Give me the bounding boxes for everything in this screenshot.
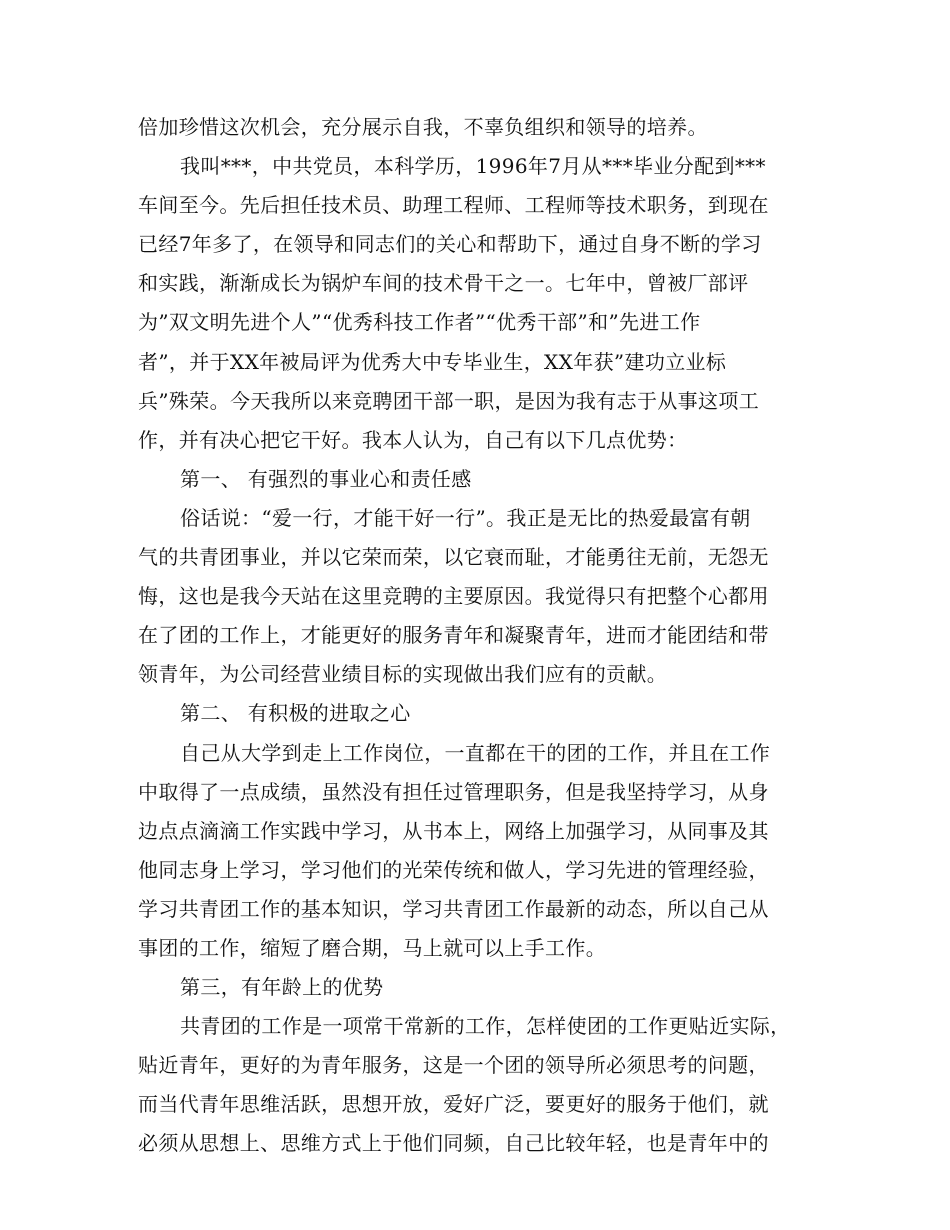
text-line: 学习共青团工作的基本知识，学习共青团工作最新的动态，所以自己从 — [138, 896, 769, 921]
text-line: 领青年，为公司经营业绩目标的实现做出我们应有的贡献。 — [138, 662, 668, 687]
text-line: 边点点滴滴工作实践中学习，从书本上，网络上加强学习，从同事及其 — [138, 818, 769, 843]
text-line: 共青团的工作是一项常干常新的工作，怎样使团的工作更贴近实际， — [180, 1014, 791, 1039]
text-line: 而当代青年思维活跃，思想开放，爱好广泛，要更好的服务于他们，就 — [138, 1092, 769, 1117]
text-line: 第三，有年龄上的优势 — [180, 975, 384, 1000]
text-line: 贴近青年，更好的为青年服务，这是一个团的领导所必须思考的问题， — [138, 1053, 769, 1078]
text-line: 作，并有决心把它干好。我本人认为，自己有以下几点优势： — [138, 427, 688, 452]
text-line: 者”，并于XX年被局评为优秀大中专毕业生，XX年获”建功立业标 — [138, 349, 727, 374]
text-line: 第一、 有强烈的事业心和责任感 — [180, 466, 472, 491]
text-line: 车间至今。先后担任技术员、助理工程师、工程师等技术职务，到现在 — [138, 193, 769, 218]
text-line: 俗话说：“爱一行，才能干好一行”。我正是无比的热爱最富有朝 — [180, 505, 751, 530]
text-line: 事团的工作，缩短了磨合期，马上就可以上手工作。 — [138, 935, 607, 960]
text-line: 倍加珍惜这次机会，充分展示自我，不辜负组织和领导的培养。 — [138, 115, 708, 139]
text-line: 第二、 有积极的进取之心 — [180, 701, 411, 726]
text-line: 在了团的工作上，才能更好的服务青年和凝聚青年，进而才能团结和带 — [138, 623, 769, 648]
document-body — [138, 108, 818, 1164]
text-line: 为”双文明先进个人”“优秀科技工作者”“优秀干部”和”先进工作 — [138, 310, 701, 335]
text-line: 我叫***，中共党员，本科学历，1996年7月从***毕业分配到*** — [180, 154, 766, 179]
text-line: 必须从思想上、思维方式上于他们同频，自己比较年轻，也是青年中的 — [138, 1131, 769, 1156]
text-line: 气的共青团事业，并以它荣而荣，以它衰而耻，才能勇往无前，无怨无 — [138, 545, 769, 570]
text-line: 他同志身上学习，学习他们的光荣传统和做人，学习先进的管理经验， — [138, 857, 769, 882]
text-line: 自己从大学到走上工作岗位，一直都在干的团的工作，并且在工作 — [180, 740, 771, 765]
text-line: 和实践，渐渐成长为锅炉车间的技术骨干之一。七年中，曾被厂部评 — [138, 271, 749, 296]
text-line: 中取得了一点成绩，虽然没有担任过管理职务，但是我坚持学习，从身 — [138, 779, 769, 804]
text-line: 悔，这也是我今天站在这里竞聘的主要原因。我觉得只有把整个心都用 — [138, 584, 769, 609]
text-line: 兵”殊荣。今天我所以来竞聘团干部一职，是因为我有志于从事这项工 — [138, 388, 760, 413]
text-line: 已经7年多了，在领导和同志们的关心和帮助下，通过自身不断的学习 — [138, 232, 762, 257]
